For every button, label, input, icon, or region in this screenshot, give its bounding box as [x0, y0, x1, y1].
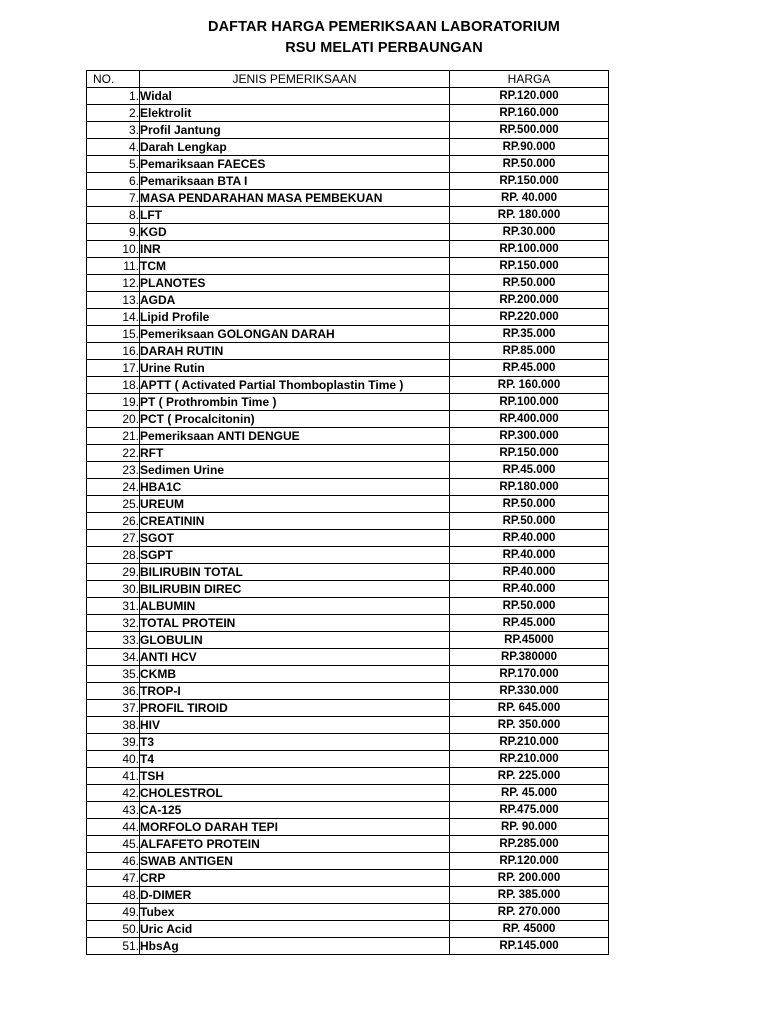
exam-name: MORFOLO DARAH TEPI — [140, 819, 450, 836]
table-row — [87, 326, 609, 343]
exam-price: RP.40.000 — [450, 564, 609, 581]
exam-name: HIV — [140, 717, 450, 734]
exam-name: CKMB — [140, 666, 450, 683]
row-number: 7. — [87, 190, 140, 207]
exam-price: RP.50.000 — [450, 598, 609, 615]
row-number: 10. — [87, 241, 140, 258]
exam-price: RP.330.000 — [450, 683, 609, 700]
row-number: 33. — [87, 632, 140, 649]
row-number: 5. — [87, 156, 140, 173]
exam-price: RP.145.000 — [450, 938, 609, 955]
row-number: 16. — [87, 343, 140, 360]
table-row — [87, 513, 609, 530]
exam-name: SGOT — [140, 530, 450, 547]
row-number: 18. — [87, 377, 140, 394]
row-number: 24. — [87, 479, 140, 496]
exam-name: T4 — [140, 751, 450, 768]
exam-price: RP.45.000 — [450, 615, 609, 632]
table-row — [87, 428, 609, 445]
table-row — [87, 921, 609, 938]
exam-price: RP. 350.000 — [450, 717, 609, 734]
exam-price: RP. 385.000 — [450, 887, 609, 904]
table-row — [87, 870, 609, 887]
exam-price: RP. 45000 — [450, 921, 609, 938]
exam-name: Pemariksaan FAECES — [140, 156, 450, 173]
exam-price: RP. 160.000 — [450, 377, 609, 394]
price-table — [86, 70, 609, 955]
exam-name: PCT ( Procalcitonin) — [140, 411, 450, 428]
document-subtitle: RSU MELATI PERBAUNGAN — [285, 40, 483, 56]
exam-price: RP.475.000 — [450, 802, 609, 819]
exam-name: TCM — [140, 258, 450, 275]
exam-name: KGD — [140, 224, 450, 241]
exam-name: PLANOTES — [140, 275, 450, 292]
exam-name: PT ( Prothrombin Time ) — [140, 394, 450, 411]
header-harga: HARGA — [450, 71, 609, 88]
exam-name: TOTAL PROTEIN — [140, 615, 450, 632]
table-row — [87, 275, 609, 292]
exam-name: UREUM — [140, 496, 450, 513]
exam-name: Pemeriksaan ANTI DENGUE — [140, 428, 450, 445]
exam-price: RP.170.000 — [450, 666, 609, 683]
table-row — [87, 156, 609, 173]
table-row — [87, 887, 609, 904]
table-row — [87, 581, 609, 598]
table-row — [87, 190, 609, 207]
table-row — [87, 309, 609, 326]
exam-name: TSH — [140, 768, 450, 785]
exam-price: RP.285.000 — [450, 836, 609, 853]
exam-name: BILIRUBIN TOTAL — [140, 564, 450, 581]
table-row — [87, 547, 609, 564]
exam-price: RP.50.000 — [450, 513, 609, 530]
row-number: 37. — [87, 700, 140, 717]
table-row — [87, 700, 609, 717]
exam-name: CRP — [140, 870, 450, 887]
table-row — [87, 207, 609, 224]
table-row — [87, 394, 609, 411]
row-number: 40. — [87, 751, 140, 768]
exam-price: RP.100.000 — [450, 394, 609, 411]
exam-price: RP.500.000 — [450, 122, 609, 139]
exam-price: RP.45.000 — [450, 462, 609, 479]
row-number: 32. — [87, 615, 140, 632]
table-row — [87, 360, 609, 377]
table-row — [87, 666, 609, 683]
row-number: 30. — [87, 581, 140, 598]
exam-name: TROP-I — [140, 683, 450, 700]
exam-price: RP.380000 — [450, 649, 609, 666]
exam-name: Uric Acid — [140, 921, 450, 938]
row-number: 6. — [87, 173, 140, 190]
exam-price: RP.100.000 — [450, 241, 609, 258]
exam-name: CHOLESTROL — [140, 785, 450, 802]
exam-price: RP. 180.000 — [450, 207, 609, 224]
row-number: 25. — [87, 496, 140, 513]
table-row — [87, 785, 609, 802]
row-number: 46. — [87, 853, 140, 870]
exam-name: HBA1C — [140, 479, 450, 496]
table-row — [87, 598, 609, 615]
table-row — [87, 122, 609, 139]
exam-price: RP.150.000 — [450, 445, 609, 462]
table-row — [87, 802, 609, 819]
table-row — [87, 479, 609, 496]
row-number: 35. — [87, 666, 140, 683]
header-no: NO. — [87, 71, 140, 88]
table-row — [87, 173, 609, 190]
exam-price: RP.150.000 — [450, 258, 609, 275]
table-row — [87, 445, 609, 462]
exam-name: MASA PENDARAHAN MASA PEMBEKUAN — [140, 190, 450, 207]
row-number: 11. — [87, 258, 140, 275]
exam-price: RP. 40.000 — [450, 190, 609, 207]
table-row — [87, 564, 609, 581]
exam-price: RP.210.000 — [450, 751, 609, 768]
exam-name: D-DIMER — [140, 887, 450, 904]
exam-price: RP.35.000 — [450, 326, 609, 343]
exam-name: ANTI HCV — [140, 649, 450, 666]
exam-name: BILIRUBIN DIREC — [140, 581, 450, 598]
exam-price: RP.50.000 — [450, 156, 609, 173]
table-row — [87, 751, 609, 768]
exam-name: ALFAFETO PROTEIN — [140, 836, 450, 853]
exam-name: LFT — [140, 207, 450, 224]
table-row — [87, 241, 609, 258]
exam-name: Pemeriksaan GOLONGAN DARAH — [140, 326, 450, 343]
table-row — [87, 717, 609, 734]
row-number: 26. — [87, 513, 140, 530]
row-number: 2. — [87, 105, 140, 122]
table-header-row — [87, 71, 609, 88]
row-number: 12. — [87, 275, 140, 292]
exam-price: RP.45000 — [450, 632, 609, 649]
exam-name: PROFIL TIROID — [140, 700, 450, 717]
exam-price: RP.50.000 — [450, 275, 609, 292]
document-title: DAFTAR HARGA PEMERIKSAAN LABORATORIUM — [208, 19, 560, 35]
row-number: 15. — [87, 326, 140, 343]
table-row — [87, 224, 609, 241]
exam-price: RP.45.000 — [450, 360, 609, 377]
exam-price: RP.400.000 — [450, 411, 609, 428]
exam-price: RP.150.000 — [450, 173, 609, 190]
table-row — [87, 734, 609, 751]
exam-price: RP. 225.000 — [450, 768, 609, 785]
table-row — [87, 683, 609, 700]
row-number: 29. — [87, 564, 140, 581]
table-row — [87, 819, 609, 836]
exam-name: Profil Jantung — [140, 122, 450, 139]
table-row — [87, 377, 609, 394]
table-body — [87, 88, 609, 955]
exam-name: SGPT — [140, 547, 450, 564]
table-row — [87, 411, 609, 428]
exam-price: RP.40.000 — [450, 547, 609, 564]
exam-price: RP. 200.000 — [450, 870, 609, 887]
row-number: 13. — [87, 292, 140, 309]
exam-name: Urine Rutin — [140, 360, 450, 377]
table-row — [87, 904, 609, 921]
exam-name: Darah Lengkap — [140, 139, 450, 156]
table-row — [87, 530, 609, 547]
table-row — [87, 139, 609, 156]
row-number: 23. — [87, 462, 140, 479]
exam-price: RP. 90.000 — [450, 819, 609, 836]
exam-name: HbsAg — [140, 938, 450, 955]
exam-name: CA-125 — [140, 802, 450, 819]
row-number: 31. — [87, 598, 140, 615]
exam-price: RP.30.000 — [450, 224, 609, 241]
exam-price: RP.220.000 — [450, 309, 609, 326]
table-row — [87, 292, 609, 309]
header-jenis: JENIS PEMERIKSAAN — [140, 71, 450, 88]
exam-price: RP.90.000 — [450, 139, 609, 156]
exam-name: SWAB ANTIGEN — [140, 853, 450, 870]
table-row — [87, 836, 609, 853]
exam-name: INR — [140, 241, 450, 258]
exam-price: RP.210.000 — [450, 734, 609, 751]
table-row — [87, 258, 609, 275]
table-row — [87, 462, 609, 479]
exam-name: APTT ( Activated Partial Thomboplastin Time ) — [140, 377, 450, 394]
row-number: 9. — [87, 224, 140, 241]
exam-price: RP.120.000 — [450, 88, 609, 105]
row-number: 42. — [87, 785, 140, 802]
table-row — [87, 343, 609, 360]
row-number: 36. — [87, 683, 140, 700]
row-number: 44. — [87, 819, 140, 836]
row-number: 19. — [87, 394, 140, 411]
exam-name: Sedimen Urine — [140, 462, 450, 479]
exam-name: AGDA — [140, 292, 450, 309]
row-number: 27. — [87, 530, 140, 547]
row-number: 50. — [87, 921, 140, 938]
table-row — [87, 649, 609, 666]
exam-name: Elektrolit — [140, 105, 450, 122]
exam-name: CREATININ — [140, 513, 450, 530]
row-number: 39. — [87, 734, 140, 751]
exam-price: RP.300.000 — [450, 428, 609, 445]
row-number: 4. — [87, 139, 140, 156]
exam-price: RP. 270.000 — [450, 904, 609, 921]
table-row — [87, 615, 609, 632]
row-number: 43. — [87, 802, 140, 819]
exam-name: Pemariksaan BTA I — [140, 173, 450, 190]
exam-price: RP.180.000 — [450, 479, 609, 496]
row-number: 21. — [87, 428, 140, 445]
row-number: 49. — [87, 904, 140, 921]
row-number: 38. — [87, 717, 140, 734]
row-number: 41. — [87, 768, 140, 785]
row-number: 48. — [87, 887, 140, 904]
exam-price: RP.200.000 — [450, 292, 609, 309]
table-row — [87, 768, 609, 785]
exam-price: RP.85.000 — [450, 343, 609, 360]
row-number: 17. — [87, 360, 140, 377]
exam-price: RP.50.000 — [450, 496, 609, 513]
exam-price: RP.160.000 — [450, 105, 609, 122]
exam-name: Lipid Profile — [140, 309, 450, 326]
row-number: 51. — [87, 938, 140, 955]
exam-price: RP.120.000 — [450, 853, 609, 870]
exam-name: GLOBULIN — [140, 632, 450, 649]
row-number: 14. — [87, 309, 140, 326]
row-number: 47. — [87, 870, 140, 887]
exam-price: RP. 45.000 — [450, 785, 609, 802]
row-number: 45. — [87, 836, 140, 853]
row-number: 3. — [87, 122, 140, 139]
exam-price: RP.40.000 — [450, 581, 609, 598]
table-row — [87, 632, 609, 649]
exam-name: DARAH RUTIN — [140, 343, 450, 360]
row-number: 34. — [87, 649, 140, 666]
exam-name: Tubex — [140, 904, 450, 921]
table-row — [87, 496, 609, 513]
table-row — [87, 105, 609, 122]
table-row — [87, 88, 609, 105]
exam-name: RFT — [140, 445, 450, 462]
row-number: 28. — [87, 547, 140, 564]
table-row — [87, 938, 609, 955]
row-number: 8. — [87, 207, 140, 224]
exam-price: RP. 645.000 — [450, 700, 609, 717]
exam-price: RP.40.000 — [450, 530, 609, 547]
row-number: 22. — [87, 445, 140, 462]
row-number: 1. — [87, 88, 140, 105]
exam-name: ALBUMIN — [140, 598, 450, 615]
exam-name: Widal — [140, 88, 450, 105]
table-row — [87, 853, 609, 870]
exam-name: T3 — [140, 734, 450, 751]
row-number: 20. — [87, 411, 140, 428]
